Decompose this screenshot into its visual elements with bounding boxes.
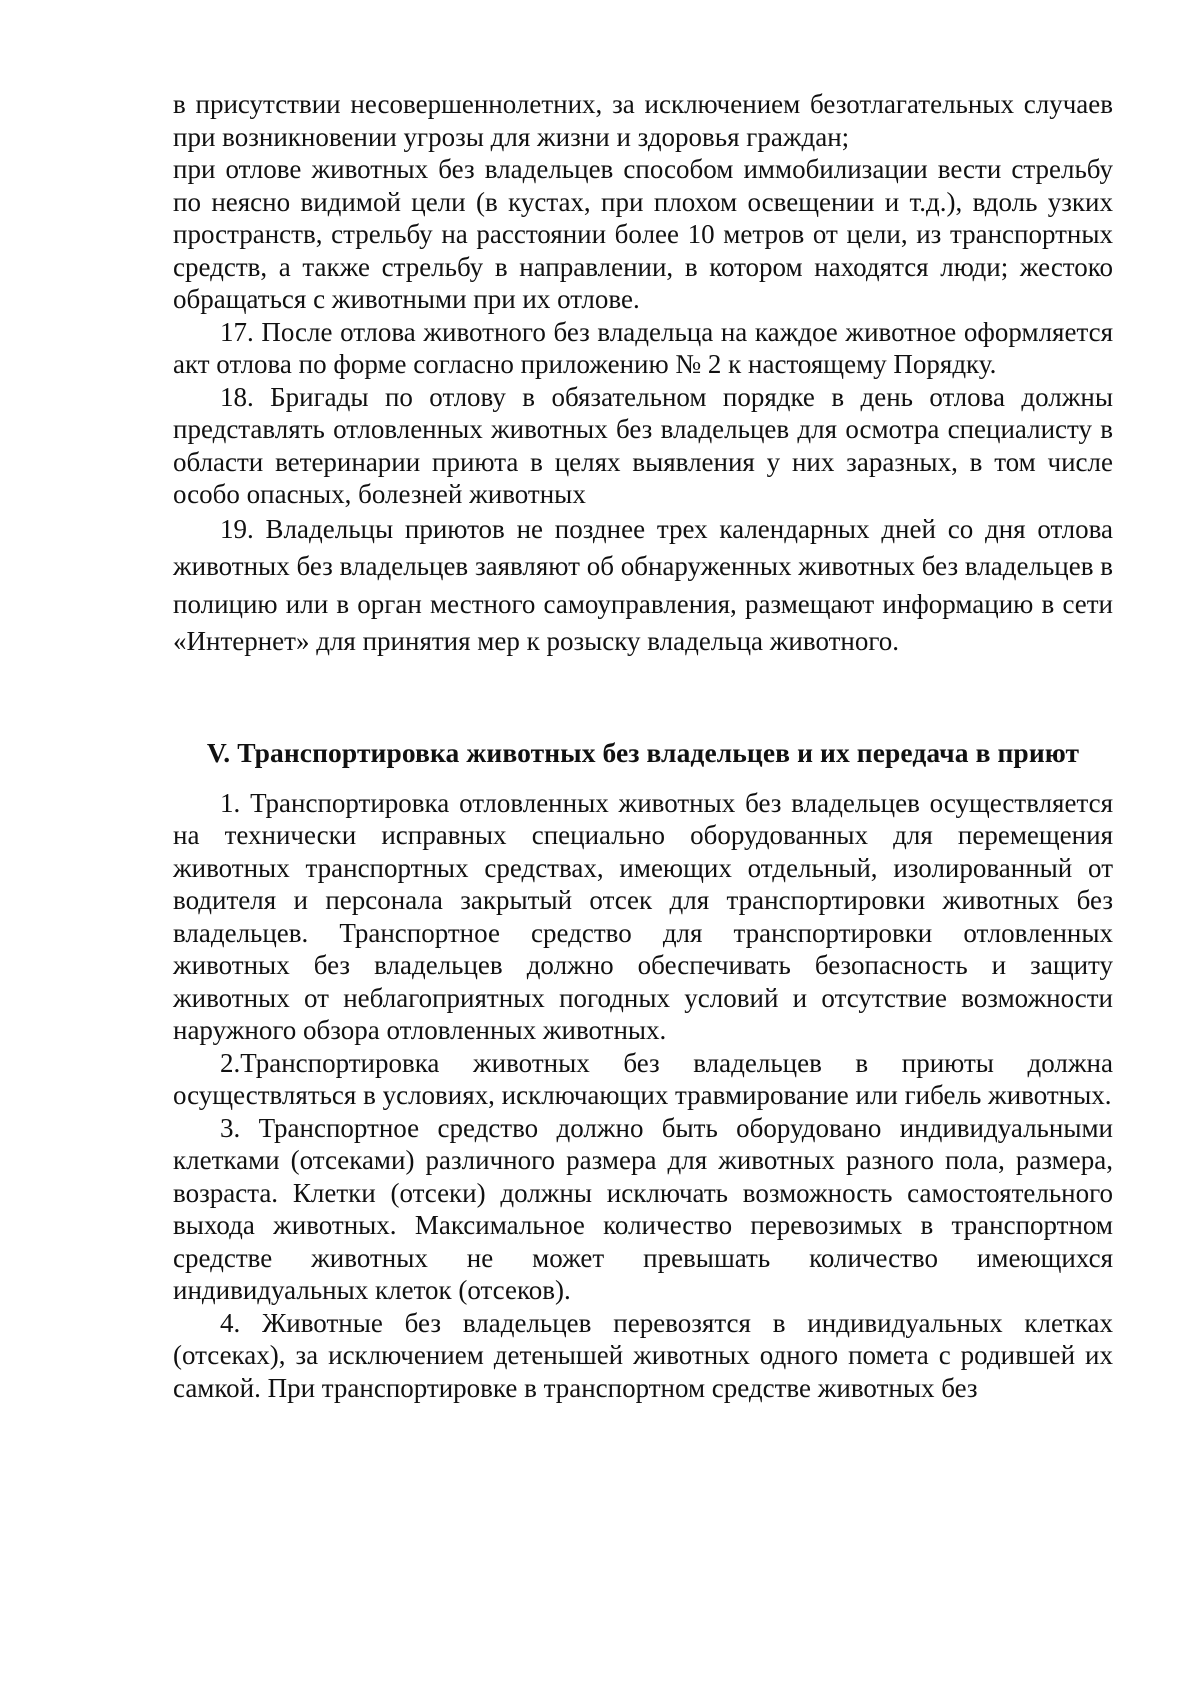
paragraph-item-19: 19. Владельцы приютов не позднее трех календарных дней со дня отлова животных без владельцев заявляют об обнаруженных животных без владельцев в полицию или в орган местного самоуправления, размещают информацию в сети «Интернет» для принятия мер к розыску владельца животного. [173,513,1113,656]
paragraph-minors-clause: в присутствии несовершеннолетних, за исключением безотлагательных случаев при возникновении угрозы для жизни и здоровья граждан; [173,89,1113,152]
paragraph-section-item-4: 4. Животные без владельцев перевозятся в индивидуальных клетках (отсеках), за исключением детенышей животных одного помета с родившей их самкой. При транспортировке в транспортном средстве животных без [173,1307,1113,1403]
paragraph-immobilization-clause: при отлове животных без владельцев способом иммобилизации вести стрельбу по неясно видимой цели (в кустах, при плохом освещении и т.д.), вдоль узких пространств, стрельбу на расстоянии более 10 метров от цели, из транспортных средств, а также стрельбу в направлении, в котором находятся люди; жестоко обращаться с животными при их отлове. [173,154,1113,314]
paragraph-section-item-2: 2.Транспортировка животных без владельцев в приюты должна осуществляться в условиях, исключающих травмирование или гибель животных. [173,1047,1113,1110]
section-title: V. Транспортировка животных без владельцев и их передача в приют [206,736,1080,768]
paragraph-section-item-1: 1. Транспортировка отловленных животных без владельцев осуществляется на технически исправных специально оборудованных для перемещения животных транспортных средствах, имеющих отдельный, изолированный от водителя и персонала закрытый отсек для транспортировки животных без владельцев. Транспортное средство для транспортировки отловленных животных без владельцев должно обеспечивать безопасность и защиту животных от неблагоприятных погодных условий и отсутствие возможности наружного обзора отловленных животных. [173,787,1113,1045]
document-page [173,88,1113,1404]
paragraph-section-item-3: 3. Транспортное средство должно быть оборудовано индивидуальными клетками (отсеками) различного размера для животных разного пола, размера, возраста. Клетки (отсеки) должны исключать возможность самостоятельного выхода животных. Максимальное количество перевозимых в транспортном средстве животных не может превышать количество имеющихся индивидуальных клеток (отсеков). [173,1112,1113,1305]
paragraph-item-17: 17. После отлова животного без владельца на каждое животное оформляется акт отлова по форме согласно приложению № 2 к настоящему Порядку. [173,316,1113,379]
paragraph-item-18: 18. Бригады по отлову в обязательном порядке в день отлова должны представлять отловленных животных без владельцев для осмотра специалисту в области ветеринарии приюта в целях выявления у них заразных, в том числе особо опасных, болезней животных [173,381,1113,509]
